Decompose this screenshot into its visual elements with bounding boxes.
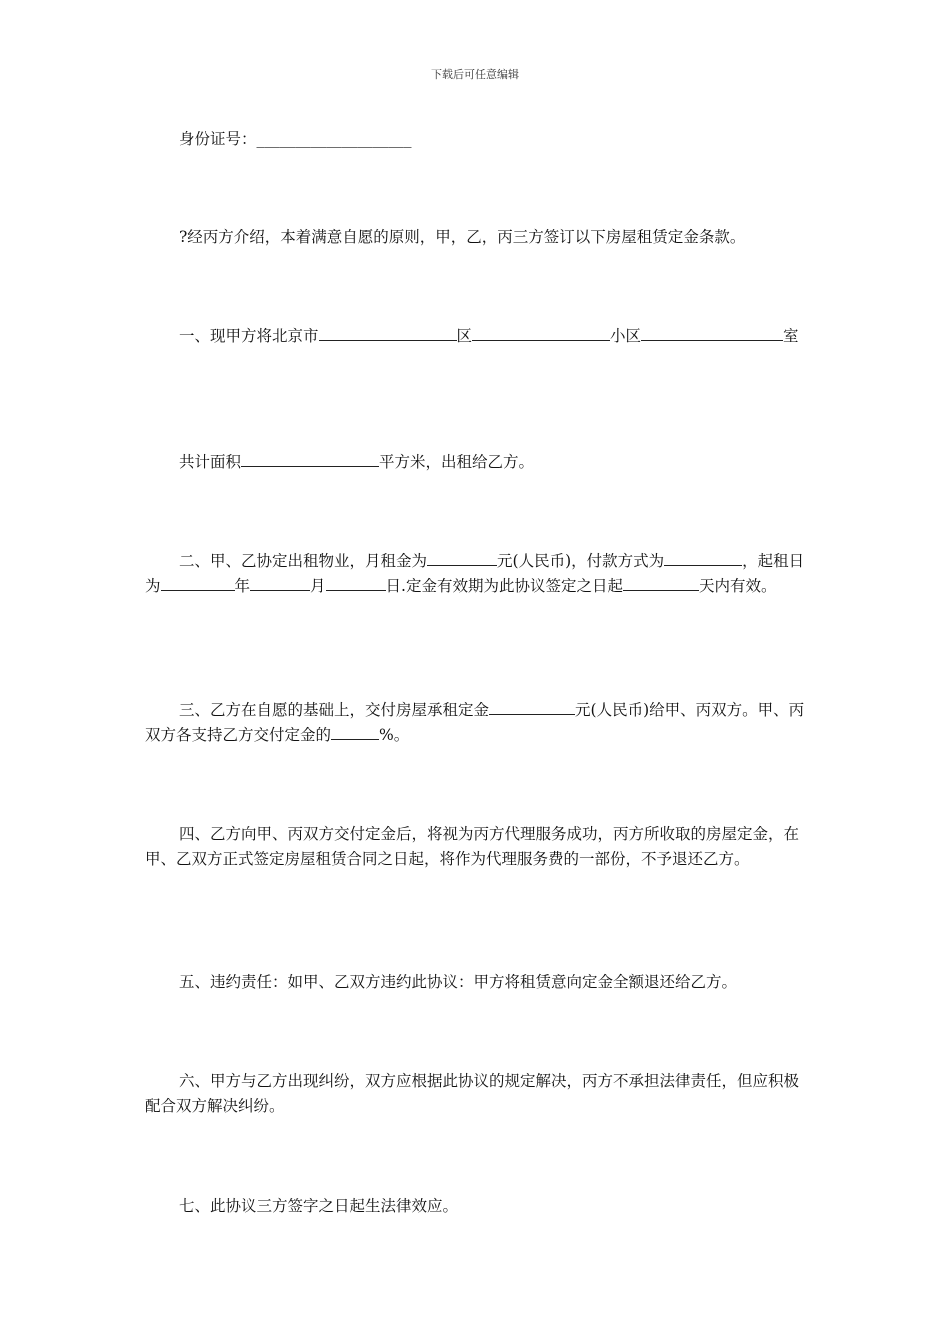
room-blank-b bbox=[773, 324, 783, 341]
clause-three-text-1: 三、乙方在自愿的基础上，交付房屋承租定金 bbox=[179, 701, 490, 719]
room-blank-a bbox=[641, 324, 773, 341]
area-text-1: 共计面积 bbox=[179, 453, 242, 471]
day-blank bbox=[326, 574, 386, 591]
clause-two-text-4: 年 bbox=[234, 577, 251, 595]
payment-method-blank-b bbox=[732, 549, 742, 566]
clause-four: 四、乙方向甲、丙双方交付定金后，将视为丙方代理服务成功，丙方所收取的房屋定金，在甲、乙双方正式签定房屋租赁合同之日起，将作为代理服务费的一部份，不予退还乙方。 bbox=[145, 825, 800, 868]
area-text-2: 平方米，出租给乙方。 bbox=[379, 453, 535, 471]
clause-one-text-2: 区 bbox=[456, 327, 473, 345]
payment-method-blank-a bbox=[664, 549, 732, 566]
clause-one-text-3: 小区 bbox=[610, 327, 642, 345]
clause-one-text-4: 室 bbox=[783, 327, 799, 345]
intro-paragraph: ?经丙方介绍，本着满意自愿的原则，甲，乙，丙三方签订以下房屋租赁定金条款。 bbox=[179, 228, 746, 246]
id-number-line bbox=[145, 127, 810, 152]
district-blank bbox=[319, 324, 457, 341]
clause-two-text-2: 元(人民币)，付款方式为 bbox=[497, 552, 665, 570]
page-header-note: 下载后可任意编辑 bbox=[431, 68, 519, 81]
clause-two bbox=[145, 549, 810, 599]
id-number-blank: ____________________ bbox=[256, 130, 412, 148]
area-blank bbox=[241, 450, 379, 467]
clause-two-text-1: 二、甲、乙协定出租物业，月租金为 bbox=[179, 552, 428, 570]
clause-seven: 七、此协议三方签字之日起生法律效应。 bbox=[179, 1197, 459, 1215]
percent-blank bbox=[331, 723, 379, 740]
clause-six: 六、甲方与乙方出现纠纷，双方应根据此协议的规定解决，丙方不承担法律责任，但应积极配合双方解决纠纷。 bbox=[145, 1072, 800, 1115]
area-clause bbox=[145, 450, 810, 475]
month-blank bbox=[250, 574, 310, 591]
clause-two-text-7: 天内有效。 bbox=[698, 577, 777, 595]
clause-two-text-6: 日.定金有效期为此协议签定之日起 bbox=[385, 577, 623, 595]
clause-three-text-3: %。 bbox=[379, 726, 410, 744]
rent-blank bbox=[427, 549, 497, 566]
clause-two-text-5: 月 bbox=[310, 577, 326, 595]
clause-one-text-1: 一、现甲方将北京市 bbox=[179, 327, 319, 345]
validity-blank-b bbox=[665, 574, 699, 591]
clause-three bbox=[145, 698, 810, 748]
community-blank bbox=[472, 324, 610, 341]
clause-one bbox=[145, 324, 810, 349]
clause-two-text-3: ，起租日为 bbox=[145, 552, 805, 595]
deposit-blank bbox=[489, 698, 575, 715]
validity-blank-a bbox=[623, 574, 665, 591]
clause-three-text-2: 元(人民币)给甲、丙双方。甲、丙双方各支持乙方交付定金的 bbox=[145, 701, 805, 744]
id-number-label: 身份证号： bbox=[179, 130, 257, 148]
year-blank bbox=[161, 574, 235, 591]
clause-five: 五、违约责任：如甲、乙双方违约此协议：甲方将租赁意向定金全额退还给乙方。 bbox=[179, 973, 738, 991]
